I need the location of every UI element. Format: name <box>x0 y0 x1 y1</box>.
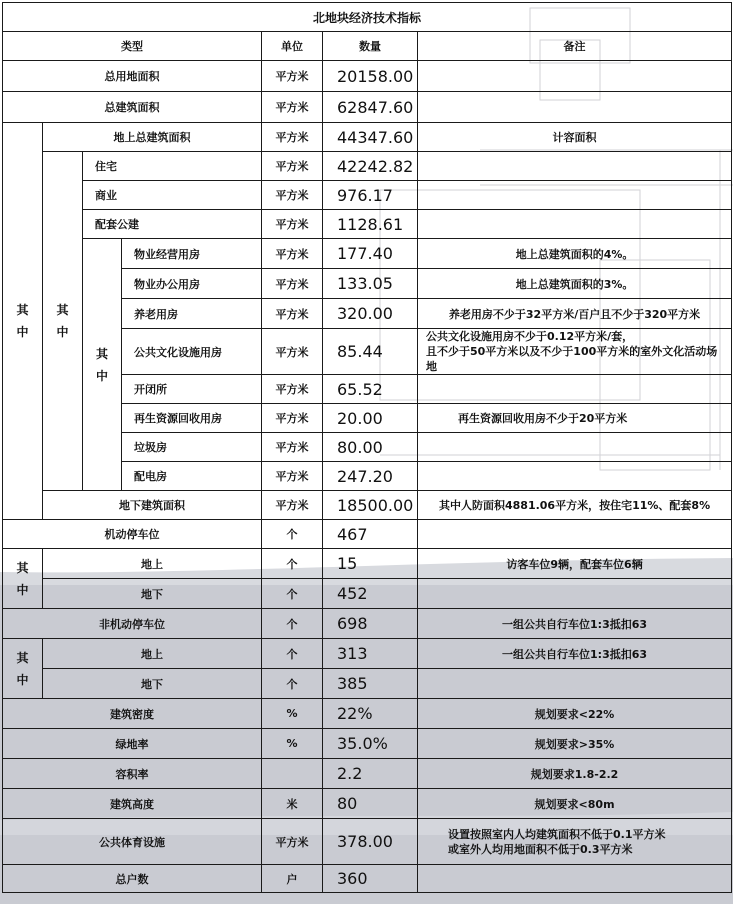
table-row: 配电房 平方米 247.20 <box>3 462 732 491</box>
table-row: 地下建筑面积 平方米 18500.00 其中人防面积4881.06平方米，按住宅11%、配套8% <box>3 491 732 520</box>
group-label-parking: 其 中 <box>3 549 43 609</box>
group-label-inner: 其 中 <box>83 239 122 491</box>
table-row: 总建筑面积 平方米 62847.60 <box>3 92 732 123</box>
header-type: 类型 <box>3 32 262 61</box>
table-row: 总用地面积 平方米 20158.00 <box>3 61 732 92</box>
group-label-outer: 其 中 <box>3 123 43 520</box>
table-row: 再生资源回收用房 平方米 20.00 再生资源回收用房不少于20平方米 <box>3 404 732 433</box>
table-row: 容积率 2.2 规划要求1.8-2.2 <box>3 759 732 789</box>
table-row: 物业办公用房 平方米 133.05 地上总建筑面积的3%。 <box>3 269 732 299</box>
table-row: 绿地率 % 35.0% 规划要求>35% <box>3 729 732 759</box>
group-label-bike: 其 中 <box>3 639 43 699</box>
table-row: 其 中 住宅 平方米 42242.82 <box>3 152 732 181</box>
group-label-mid: 其 中 <box>43 152 83 491</box>
header-note: 备注 <box>418 32 732 61</box>
table-row: 公共体育设施 平方米 378.00 设置按照室内人均建筑面积不低于0.1平方米 或室外人均用地面积不低于0.3平方米 <box>3 819 732 865</box>
table-row: 其 中 地上总建筑面积 平方米 44347.60 计容面积 <box>3 123 732 152</box>
header-qty: 数量 <box>323 32 418 61</box>
table-row: 公共文化设施用房 平方米 85.44 公共文化设施用房不少于0.12平方米/套， 且不少于50平方米以及不少于100平方米的室外文化活动场地 <box>3 329 732 375</box>
table-row: 非机动停车位 个 698 一组公共自行车位1:3抵扣63 <box>3 609 732 639</box>
table-title: 北地块经济技术指标 <box>3 3 732 32</box>
table-row: 建筑密度 % 22% 规划要求<22% <box>3 699 732 729</box>
header-unit: 单位 <box>262 32 323 61</box>
table-row: 地下 个 385 <box>3 669 732 699</box>
table-row: 开闭所 平方米 65.52 <box>3 375 732 404</box>
table-row: 养老用房 平方米 320.00 养老用房不少于32平方米/百户且不少于320平方米 <box>3 299 732 329</box>
table-row: 其 中 物业经营用房 平方米 177.40 地上总建筑面积的4%。 <box>3 239 732 269</box>
table-row: 其 中 地上 个 15 访客车位9辆，配套车位6辆 <box>3 549 732 579</box>
table-row: 建筑高度 米 80 规划要求<80m <box>3 789 732 819</box>
table-row: 配套公建 平方米 1128.61 <box>3 210 732 239</box>
table-row: 地下 个 452 <box>3 579 732 609</box>
table-row: 总户数 户 360 <box>3 865 732 893</box>
table-row: 垃圾房 平方米 80.00 <box>3 433 732 462</box>
table-row: 其 中 地上 个 313 一组公共自行车位1:3抵扣63 <box>3 639 732 669</box>
table-row: 机动停车位 个 467 <box>3 520 732 549</box>
table-row: 商业 平方米 976.17 <box>3 181 732 210</box>
indicator-table <box>2 2 732 893</box>
